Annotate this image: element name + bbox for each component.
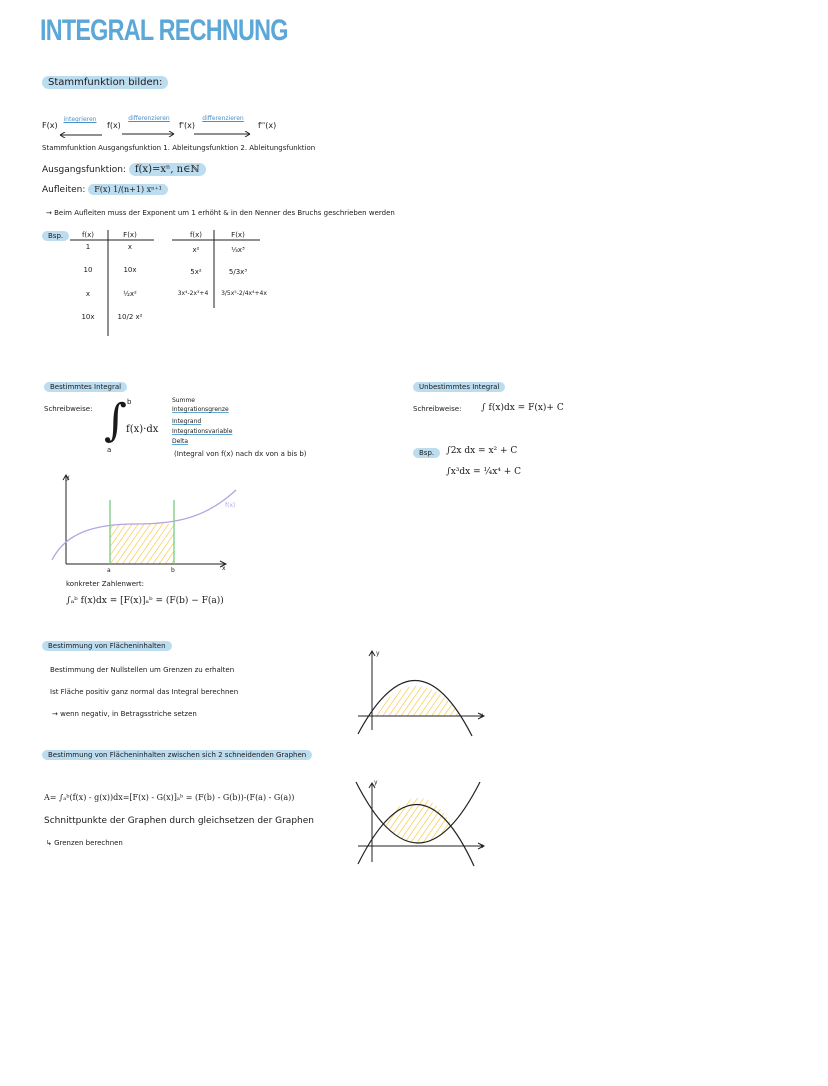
t1-header-F: F(x) bbox=[123, 231, 137, 239]
flaeche-line3: → wenn negativ, in Betragsstriche setzen bbox=[52, 710, 197, 718]
t1-header-f: f(x) bbox=[81, 231, 95, 239]
t2-r1-F: ⅓x³ bbox=[231, 246, 245, 254]
label-summe: Summe bbox=[172, 397, 195, 404]
integral-description: (Integral von f(x) nach dx von a bis b) bbox=[174, 450, 307, 458]
flaeche-line1: Bestimmung der Nullstellen um Grenzen zu erhalten bbox=[50, 666, 235, 674]
flaeche-heading: Bestimmung von Flächeninhalten bbox=[42, 642, 172, 650]
graph1-x-label: x bbox=[222, 565, 226, 572]
t2-r1-f: x² bbox=[192, 246, 200, 254]
diff1-arrow: differenzieren bbox=[122, 115, 176, 141]
graph3-y-label: y bbox=[374, 779, 378, 786]
graph1-b-label: b bbox=[171, 567, 175, 574]
t2-r3-f: 3x⁴-2x³+4 bbox=[177, 290, 209, 297]
graph1-y-label: y bbox=[66, 474, 70, 481]
bestimmt-schreibweise: Schreibweise: bbox=[44, 405, 93, 413]
t2-header-F: F(x) bbox=[231, 231, 245, 239]
unbestimmt-schreibweise: Schreibweise: bbox=[413, 405, 462, 413]
konkret-formula: ∫ₐᵇ f(x)dx = [F(x)]ₐᵇ = (F(b) − F(a)) bbox=[66, 596, 224, 606]
bestimmt-heading: Bestimmtes Integral bbox=[44, 383, 127, 391]
chain-f: f(x) bbox=[107, 121, 121, 130]
t2-r2-f: 5x² bbox=[190, 268, 202, 276]
diff2-arrow: differenzieren bbox=[194, 115, 252, 141]
label-integrationsgrenze: Integrationsgrenze bbox=[172, 406, 229, 413]
ausgangsfunktion: Ausgangsfunktion: f(x)=xⁿ, n∈ℕ bbox=[42, 164, 206, 175]
graph3-x-label: x bbox=[480, 843, 484, 850]
integral-lower: a bbox=[107, 446, 112, 454]
graph1-a-label: a bbox=[107, 567, 111, 574]
integral-sign: ∫ bbox=[104, 395, 127, 446]
aufleiten-rule: → Beim Aufleiten muss der Exponent um 1 erhöht & in den Nenner des Bruchs geschrieben werden bbox=[46, 209, 395, 217]
flaeche-graph bbox=[352, 646, 492, 738]
unbestimmt-bsp: Bsp. bbox=[413, 449, 440, 457]
t1-r4-F: 10/2 x² bbox=[117, 313, 143, 321]
graph2-x-label: x bbox=[480, 712, 484, 719]
integrand: f(x)·dx bbox=[126, 424, 159, 435]
t2-r3-F: 3/5x⁵-2/4x⁴+4x bbox=[221, 290, 267, 297]
label-integrationsvariable: Integrationsvariable bbox=[172, 428, 233, 435]
chain-f2: f''(x) bbox=[258, 121, 277, 130]
label-delta: Delta bbox=[172, 438, 189, 445]
chain-F: F(x) bbox=[42, 121, 58, 130]
bsp-label: Bsp. bbox=[42, 232, 69, 240]
graph2-y-label: y bbox=[376, 650, 380, 657]
zwischen-line2: ↳ Grenzen berechnen bbox=[46, 839, 123, 847]
t1-r2-f: 10 bbox=[83, 266, 93, 274]
t1-r1-F: x bbox=[127, 243, 133, 251]
unbestimmt-heading: Unbestimmtes Integral bbox=[413, 383, 505, 391]
chain-f1: f'(x) bbox=[179, 121, 195, 130]
t1-r4-f: 10x bbox=[81, 313, 95, 321]
label-integrand: Integrand bbox=[172, 418, 202, 425]
t1-r1-f: 1 bbox=[85, 243, 91, 251]
flaeche-line2: Ist Fläche positiv ganz normal das Integral berechnen bbox=[50, 688, 239, 696]
unbestimmt-formula: ∫ f(x)dx = F(x)+ C bbox=[481, 403, 564, 413]
t2-r2-F: 5/3x³ bbox=[228, 268, 248, 276]
aufleiten: Aufleiten: F(x) 1/(n+1) xⁿ⁺¹ bbox=[42, 185, 168, 195]
chain-description: Stammfunktion Ausgangsfunktion 1. Ableitungsfunktion 2. Ableitungsfunktion bbox=[42, 144, 316, 152]
t1-r2-F: 10x bbox=[123, 266, 137, 274]
zwischen-graph bbox=[352, 778, 492, 870]
graph1-fx-label: f(x) bbox=[225, 502, 236, 509]
t2-header-f: f(x) bbox=[189, 231, 203, 239]
zwischen-heading: Bestimmung von Flächeninhalten zwischen sich 2 schneidenden Graphen bbox=[42, 751, 312, 759]
konkret-label: konkreter Zahlenwert: bbox=[66, 580, 144, 588]
zwischen-line1: Schnittpunkte der Graphen durch gleichsetzen der Graphen bbox=[44, 816, 314, 826]
t1-r3-F: ½x² bbox=[123, 290, 137, 298]
page-title: INTEGRAL RECHNUNG bbox=[40, 14, 288, 47]
unbestimmt-ex2: ∫x³dx = ¼x⁴ + C bbox=[446, 467, 522, 477]
integral-upper: b bbox=[127, 398, 132, 406]
zwischen-formula: A= ∫ₐᵇ(f(x) - g(x))dx=[F(x) - G(x)]ₐᵇ = (F(b) - G(b))-(F(a) - G(a)) bbox=[44, 793, 295, 802]
unbestimmt-ex1: ∫2x dx = x² + C bbox=[446, 446, 518, 456]
integral-graph bbox=[46, 472, 246, 576]
t1-r3-f: x bbox=[85, 290, 91, 298]
stamm-heading: Stammfunktion bilden: bbox=[42, 77, 168, 88]
integrieren-arrow: integrieren bbox=[58, 116, 102, 142]
